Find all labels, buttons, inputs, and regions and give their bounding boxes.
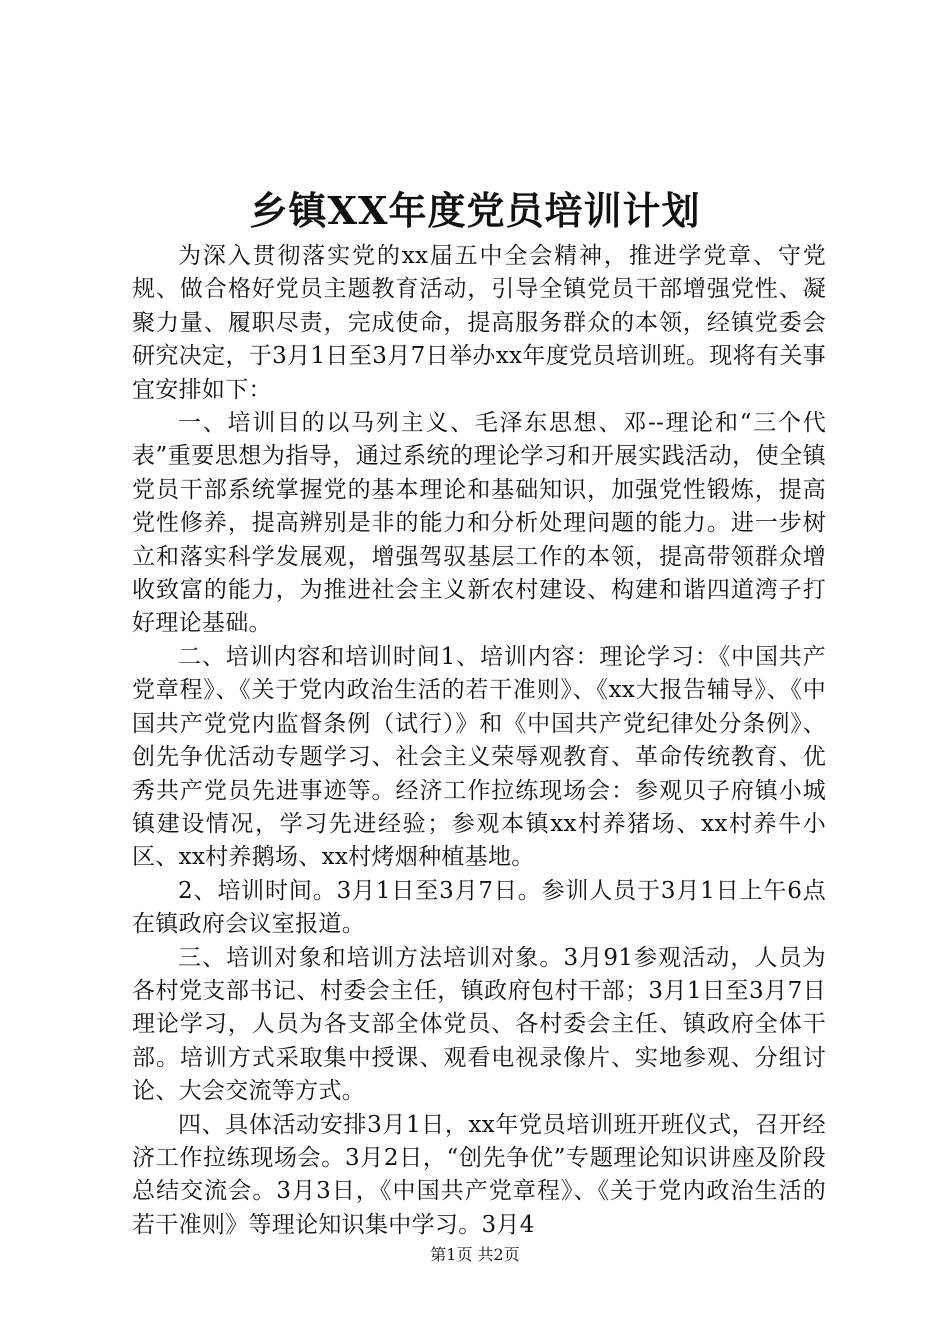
document-title: 乡镇XX年度党员培训计划 [249, 188, 701, 233]
paragraph-section-4: 四、具体活动安排3月1日，xx年党员培训班开班仪式，召开经济工作拉练现场会。3月2日，“创先争优”专题理论知识讲座及阶段总结交流会。3月3日，《中国共产党章程》、《关于党内政治生活的若干准则》等理论知识集中学习。3月4 [132, 1111, 826, 1238]
paragraph-section-2: 二、培训内容和培训时间1、培训内容：理论学习：《中国共产党章程》、《关于党内政治生活的若干准则》、《xx大报告辅导》、《中国共产党党内监督条例（试行）》和《中国共产党纪律处分条例》、创先争优活动专题学习、社会主义荣辱观教育、革命传统教育、优秀共产党员先进事迹等。经济工作拉练现场会：参观贝子府镇小城镇建设情况，学习先进经验；参观本镇xx村养猪场、xx村养牛小区、xx村养鹅场、xx村烤烟种植基地。 [132, 643, 826, 871]
paragraph-section-2-time: 2、培训时间。3月1日至3月7日。参训人员于3月1日上午6点在镇政府会议室报道。 [132, 877, 826, 938]
page-footer: 第1页 共2页 [430, 1245, 520, 1264]
paragraph-section-3: 三、培训对象和培训方法培训对象。3月91参观活动，人员为各村党支部书记、村委会主任，镇政府包村干部；3月1日至3月7日理论学习，人员为各支部全体党员、各村委会主任、镇政府全体干部。培训方式采取集中授课、观看电视录像片、实地参观、分组讨论、大会交流等方式。 [132, 944, 826, 1105]
document-body [132, 240, 826, 1242]
paragraph-intro: 为深入贯彻落实党的xx届五中全会精神，推进学党章、守党规、做合格好党员主题教育活动，引导全镇党员干部增强党性、凝聚力量、履职尽责，完成使命，提高服务群众的本领，经镇党委会研究决定，于3月1日至3月7日举办xx年度党员培训班。现将有关事宜安排如下： [132, 243, 826, 403]
paragraph-section-1: 一、培训目的以马列主义、毛泽东思想、邓--理论和“三个代表”重要思想为指导，通过系统的理论学习和开展实践活动，使全镇党员干部系统掌握党的基本理论和基础知识，加强党性锻炼，提高党性修养，提高辨别是非的能力和分析处理问题的能力。进一步树立和落实科学发展观，增强驾驭基层工作的本领，提高带领群众增收致富的能力，为推进社会主义新农村建设、构建和谐四道湾子打好理论基础。 [132, 410, 826, 637]
